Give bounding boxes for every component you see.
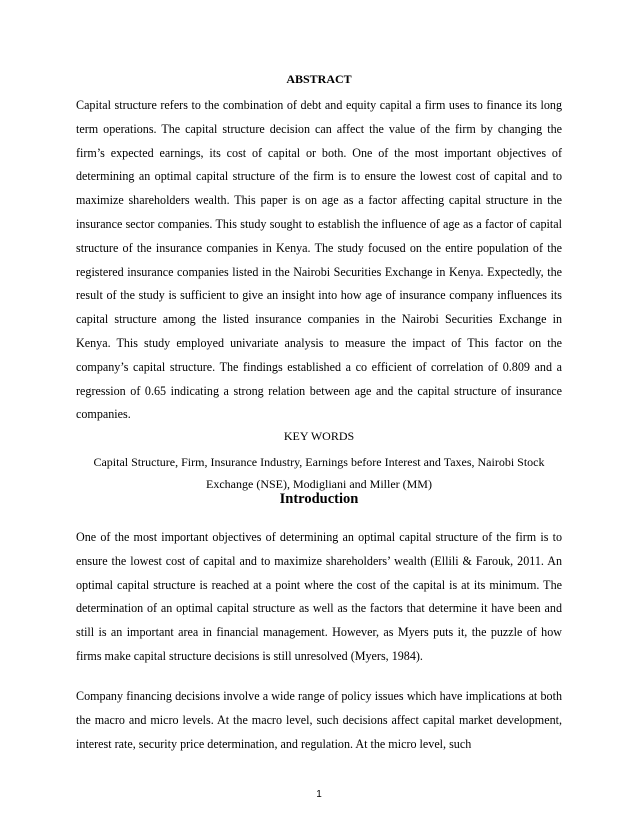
keywords-text: Capital Structure, Firm, Insurance Industry, Earnings before Interest and Taxes, Nairobi Stock Exchange (NSE), Modigliani and Miller (MM) (93, 455, 545, 491)
introduction-paragraph-1: One of the most important objectives of determining an optimal capital structure of the firm is to ensure the lowest cost of capital and to maximize shareholders’ wealth (Ellili & Farouk, 2011. An optimal capital structure is reached at a point where the cost of the capital is at its minimum. The determination of an optimal capital structure as well as the factors that determine it have been and still is an important area in financial management. However, as Myers puts it, the puzzle of how firms make capital structure decisions is still unresolved (Myers, 1984). (76, 530, 562, 663)
keywords-heading: KEY WORDS (283, 429, 355, 443)
abstract-paragraph: Capital structure refers to the combination of debt and equity capital a firm uses to finance its long term operations. The capital structure decision can affect the value of the firm by changing the firm’s expected earnings, its cost of capital or both. One of the most important objectives of determining an optimal capital structure of the firm is to ensure the lowest cost of capital and to maximize shareholders wealth. This paper is on age as a factor affecting capital structure in the insurance sector companies. This study sought to establish the influence of age as a factor of capital structure of the insurance companies in Kenya. The study focused on the entire population of the registered insurance companies listed in the Nairobi Securities Exchange in Kenya. Expectedly, the result of the study is sufficient to give an insight into how age of insurance company influences its capital structure among the listed insurance companies in the Nairobi Securities Exchange in Kenya. This study employed univariate analysis to measure the impact of This factor on the company’s capital structure. The findings established a co efficient of correlation of 0.809 and a regression of 0.65 indicating a strong relation between age and the capital structure of insurance companies. (76, 98, 562, 422)
page-number: 1 (316, 789, 322, 800)
abstract-heading: ABSTRACT (286, 72, 352, 86)
introduction-heading: Introduction (279, 491, 359, 507)
introduction-paragraph-2: Company financing decisions involve a wide range of policy issues which have implications at both the macro and micro levels. At the macro level, such decisions affect capital market development, interest rate, security price determination, and regulation. At the micro level, such (76, 689, 562, 751)
